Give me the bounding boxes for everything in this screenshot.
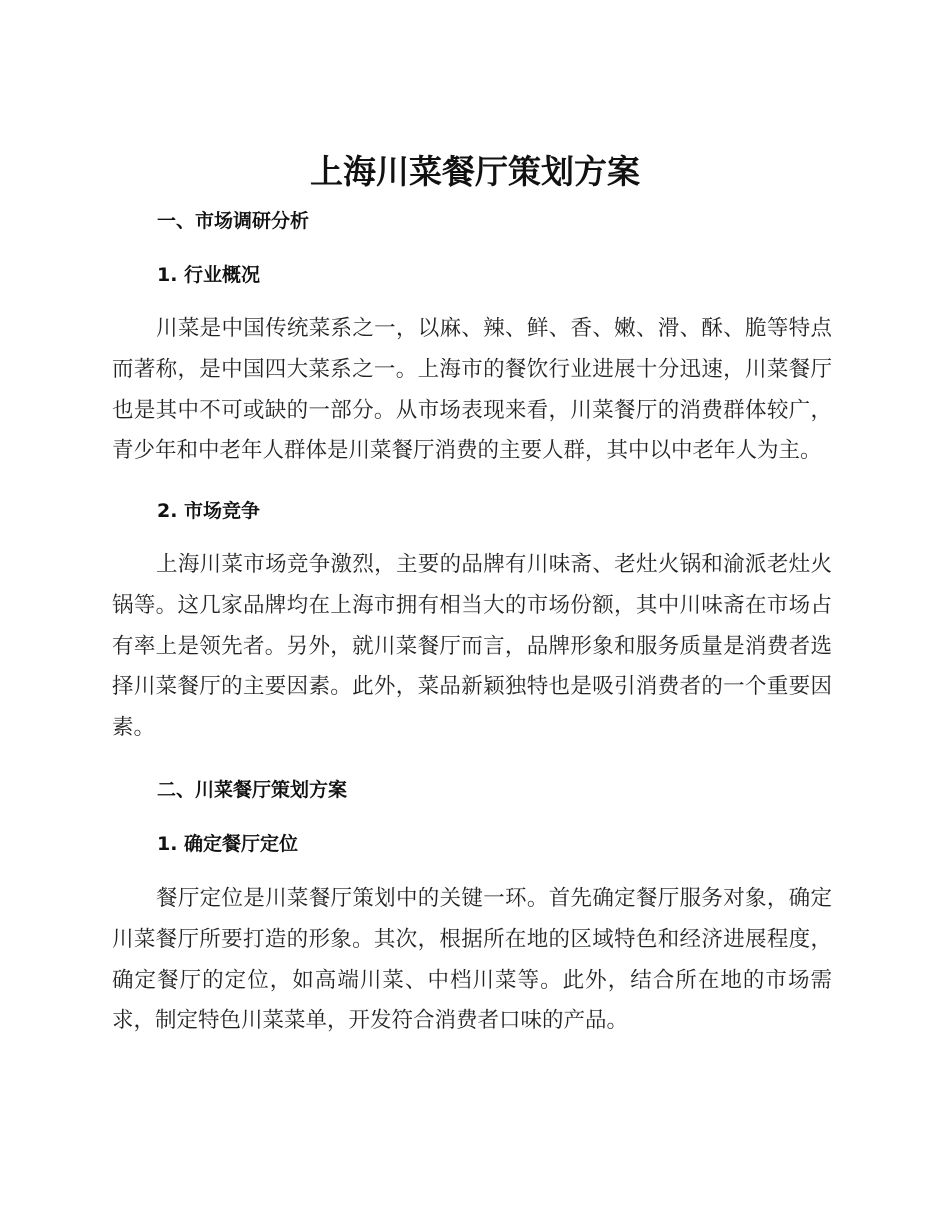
document-title: 上海川菜餐厅策划方案 bbox=[310, 152, 640, 191]
section-heading-plan: 二、川菜餐厅策划方案 bbox=[157, 779, 348, 801]
paragraph-industry-overview: 川菜是中国传统菜系之一，以麻、辣、鲜、香、嫩、滑、酥、脆等特点而著称，是中国四大菜系之一。上海市的餐饮行业进展十分迅速，川菜餐厅也是其中不可或缺的一部分。从市场表现来看，川菜餐厅的消费群体较广，青少年和中老年人群体是川菜餐厅消费的主要人群，其中以中老年人为主。 bbox=[112, 316, 832, 464]
section-heading-market-research: 一、市场调研分析 bbox=[157, 210, 310, 232]
paragraph-restaurant-positioning: 餐厅定位是川菜餐厅策划中的关键一环。首先确定餐厅服务对象，确定川菜餐厅所要打造的形象。其次，根据所在地的区域特色和经济进展程度，确定餐厅的定位，如高端川菜、中档川菜等。此外，结合所在地的市场需求，制定特色川菜菜单，开发符合消费者口味的产品。 bbox=[112, 886, 832, 1034]
subheading-market-competition: 2. 市场竞争 bbox=[157, 500, 261, 522]
subheading-restaurant-positioning: 1. 确定餐厅定位 bbox=[157, 833, 299, 855]
paragraph-market-competition: 上海川菜市场竞争激烈，主要的品牌有川味斋、老灶火锅和渝派老灶火锅等。这几家品牌均在上海市拥有相当大的市场份额，其中川味斋在市场占有率上是领先者。另外，就川菜餐厅而言，品牌形象和服务质量是消费者选择川菜餐厅的主要因素。此外，菜品新颖独特也是吸引消费者的一个重要因素。 bbox=[112, 552, 832, 741]
subheading-industry-overview: 1. 行业概况 bbox=[157, 264, 261, 286]
